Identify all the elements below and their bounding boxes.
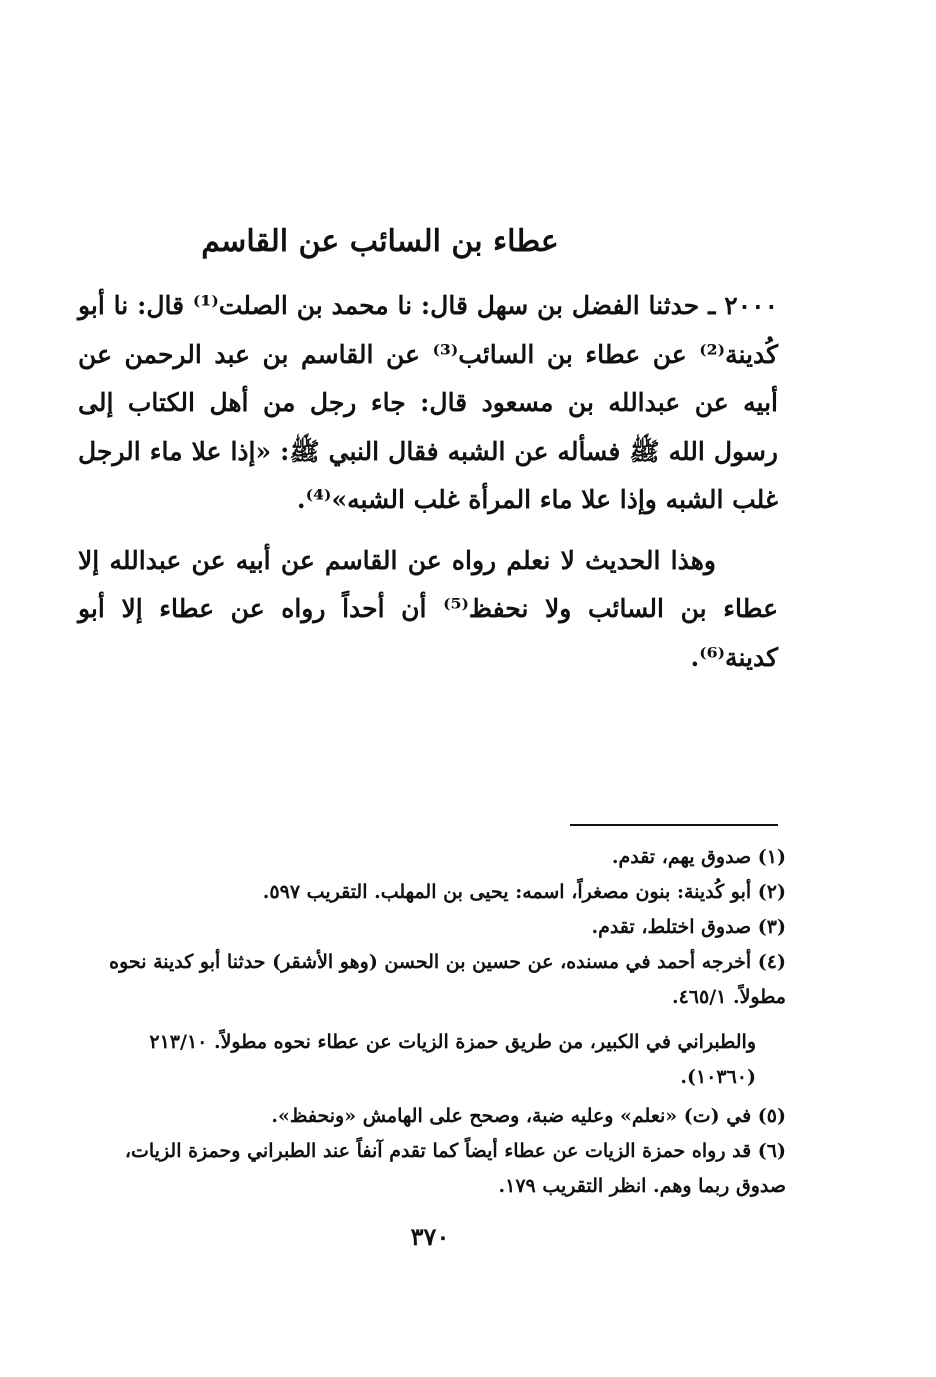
hadith-number: ٢٠٠٠ (724, 291, 778, 320)
page-number: ٣٧٠ (410, 1222, 450, 1251)
footnote-3: (٣) صدوق اختلط، تقدم. (591, 916, 786, 938)
hadith-paragraph (78, 282, 778, 525)
footnote-6: (٦) قد رواه حمزة الزيات عن عطاء أيضاً كما تقدم آنفاً عند الطبراني وحمزة الزيات، صدوق ربما وهم. انظر التقريب ١٧٩. (124, 1140, 786, 1197)
footnote-2: (٢) أبو كُدينة: بنون مصغراً، اسمه: يحيى بن المهلب. التقريب ٥٩٧. (262, 881, 786, 903)
footnote-5: (٥) في (ت) «نعلم» وعليه ضبة، وصحح على الهامش «ونحفظ». (271, 1105, 786, 1127)
footnote-4: (٤) أخرجه أحمد في مسنده، عن حسين بن الحسن (وهو الأشقر) حدثنا أبو كدينة نحوه مطولاً. ٤٦٥/١. (109, 951, 786, 1008)
footnote-divider (570, 824, 778, 826)
commentary-paragraph: وهذا الحديث لا نعلم رواه عن القاسم عن أبيه عن عبدالله إلا عطاء بن السائب ولا نحفظ⁽⁵⁾ أن أحداً رواه عن عطاء إلا أبو كدينة⁽⁶⁾. (78, 545, 778, 672)
hadith-text: ـ حدثنا الفضل بن سهل قال: نا محمد بن الصلت⁽¹⁾ قال: نا أبو كُدينة⁽²⁾ عن عطاء بن السائب⁽³⁾ عن القاسم بن عبد الرحمن عن أبيه عن عبدالله بن مسعود قال: جاء رجل من أهل الكتاب إلى رسول الله ﷺ فسأله عن الشبه فقال النبي ﷺ: «إذا علا ماء الرجل غلب الشبه وإذا علا ماء المرأة غلب الشبه»⁽⁴⁾. (78, 291, 779, 514)
section-heading: عطاء بن السائب عن القاسم (201, 224, 559, 259)
main-text (78, 282, 778, 682)
footnote-4-continued: والطبراني في الكبير، من طريق حمزة الزيات عن عطاء نحوه مطولاً. ٢١٣/١٠ (١٠٣٦٠). (149, 1031, 756, 1088)
footnote-1: (١) صدوق يهم، تقدم. (611, 846, 786, 868)
footnotes (78, 840, 786, 1204)
